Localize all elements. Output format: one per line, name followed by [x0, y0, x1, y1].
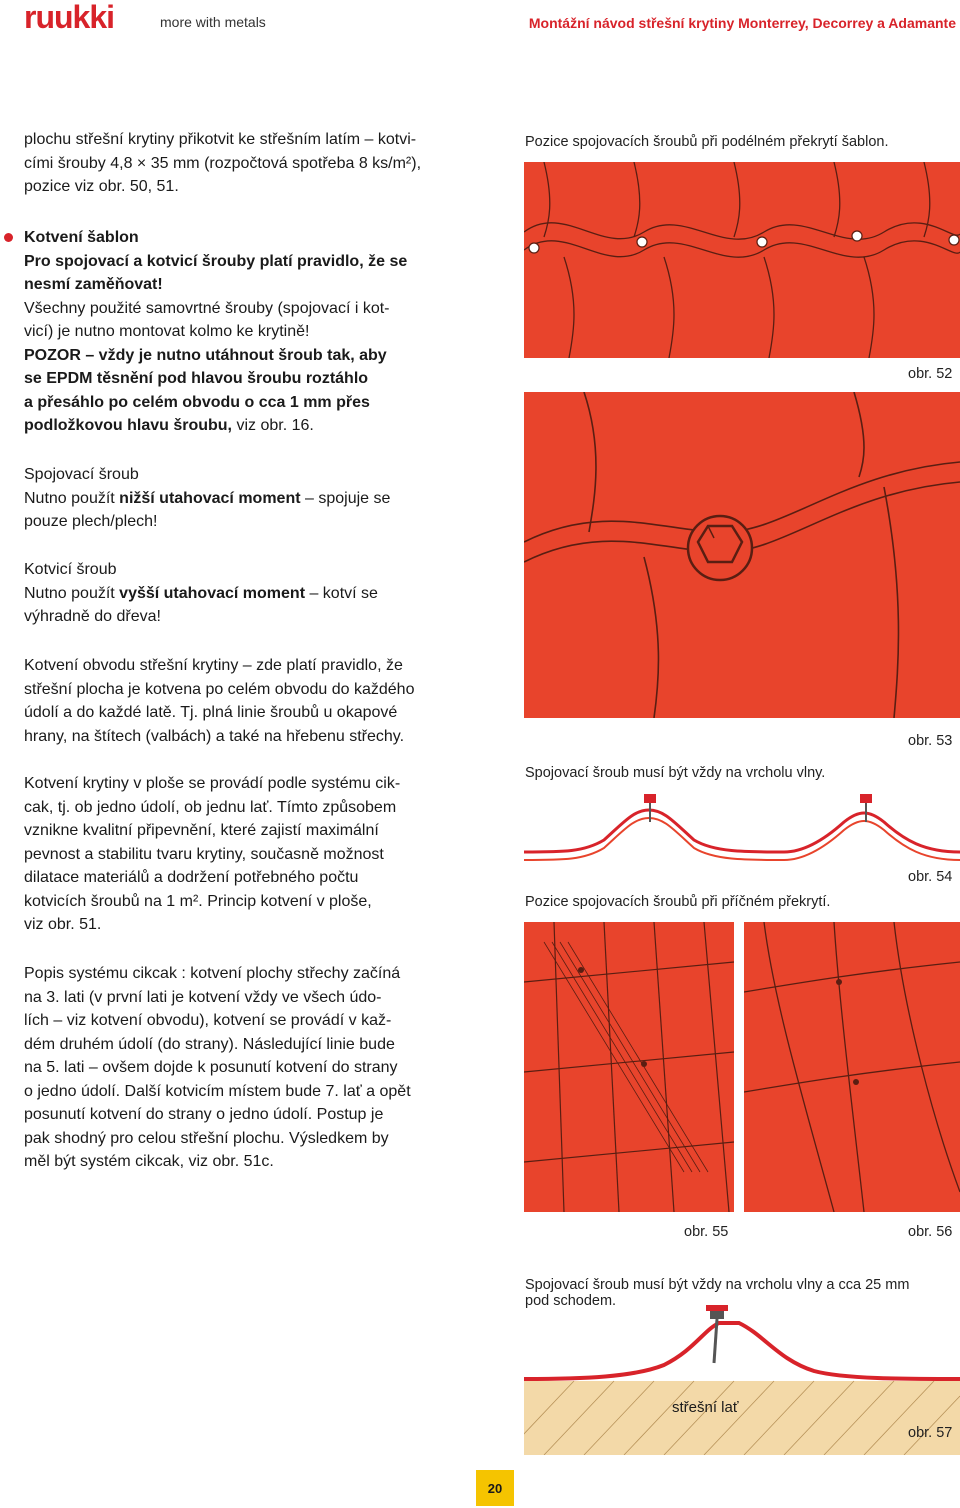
label-obr-53: obr. 53: [908, 733, 953, 749]
figure-57: [524, 1305, 960, 1455]
label-stresni-lat: střešní lať: [672, 1399, 739, 1416]
kotvici-section: Kotvicí šroub Nutno použít vyšší utahovací moment – kotví se výhradně do dřeva!: [24, 558, 464, 629]
figure-53: [524, 392, 960, 718]
plocha-paragraph: Kotvení krytiny v ploše se provádí podle systému cik- cak, tj. ob jedno údolí, ob jednu lať. Tímto způsobem vznikne kvalitní připevnění, které zajistí maximální pevnost a stabilitu tvaru krytiny, současně možnost dilatace materiálů a dodržení potřebného počtu kotvicích šroubů na 1 m². Princip kotvení v ploše, viz obr. 51.: [24, 775, 401, 933]
ruukki-logo: [24, 2, 154, 32]
caption-obr-55: Pozice spojovacích šroubů při příčném překrytí.: [525, 894, 831, 910]
caption-obr-57: Spojovací šroub musí být vždy na vrcholu vlny a cca 25 mm pod schodem.: [525, 1277, 910, 1309]
label-obr-54: obr. 54: [908, 869, 953, 885]
kotvici-heading: Kotvicí šroub: [24, 561, 117, 578]
label-obr-57: obr. 57: [908, 1425, 953, 1441]
bullet-icon: [4, 233, 13, 242]
label-obr-55: obr. 55: [684, 1224, 729, 1240]
page-number: 20: [476, 1470, 514, 1506]
label-obr-56: obr. 56: [908, 1224, 953, 1240]
popis-paragraph: Popis systému cikcak : kotvení plochy střechy začíná na 3. lati (v první lati je kotvení vždy ve všech údo- lích – viz kotvení obvodu), kotvení se provádí v kaž- dém druhém údolí (do strany). Následující linie bude na 5. lati – ovšem dojde k posunutí kotvení do strany o jedno údolí. Další kotvicím místem bude 7. lať a opět posunutí kotvení do strany o jedno údolí. Postup je pak shodný pro celou střešní plochu. Výsledkem by měl být systém cikcak, viz obr. 51c.: [24, 965, 411, 1170]
figure-56: [744, 922, 960, 1212]
figure-55: [524, 922, 734, 1212]
figure-52: [524, 162, 960, 358]
label-obr-52: obr. 52: [908, 366, 953, 382]
caption-obr-52: Pozice spojovacích šroubů při podélném překrytí šablon.: [525, 134, 889, 150]
caption-obr-54: Spojovací šroub musí být vždy na vrcholu vlny.: [525, 765, 826, 781]
intro-paragraph: plochu střešní krytiny přikotvit ke střešním latím – kotvi- cími šrouby 4,8 × 35 mm (rozpočtová spotřeba 8 ks/m²), pozice viz obr. 50, 51.: [24, 131, 422, 195]
figure-54: [524, 790, 960, 870]
kotveni-section: Kotvení šablon Pro spojovací a kotvicí šrouby platí pravidlo, že se nesmí zaměňovat! Všechny použité samovrtné šrouby (spojovací i kot- vicí) je nutno montovat kolmo ke krytině! POZOR – vždy je nutno utáhnout šroub tak, aby se EPDM těsnění pod hlavou šroubu roztáhlo a přesáhlo po celém obvodu o cca 1 mm přes podložkovou hlavu šroubu, viz obr. 16.: [24, 226, 464, 438]
tagline: more with metals: [160, 14, 266, 30]
kotveni-heading: Kotvení šablon: [24, 229, 139, 246]
spojovaci-heading: Spojovací šroub: [24, 466, 139, 483]
obvod-paragraph: Kotvení obvodu střešní krytiny – zde platí pravidlo, že střešní plocha je kotvena po celém obvodu do každého údolí a do každé latě. Tj. plná linie šroubů u okapové hrany, na štítech (valbách) a také na hřebenu střechy.: [24, 657, 415, 745]
svg-text:ruukki: ruukki: [24, 2, 115, 32]
document-title: Montážní návod střešní krytiny Monterrey, Decorrey a Adamante: [528, 15, 956, 31]
spojovaci-section: Spojovací šroub Nutno použít nižší utahovací moment – spojuje se pouze plech/plech!: [24, 463, 464, 534]
ruukki-logo-graphic: [24, 2, 154, 32]
